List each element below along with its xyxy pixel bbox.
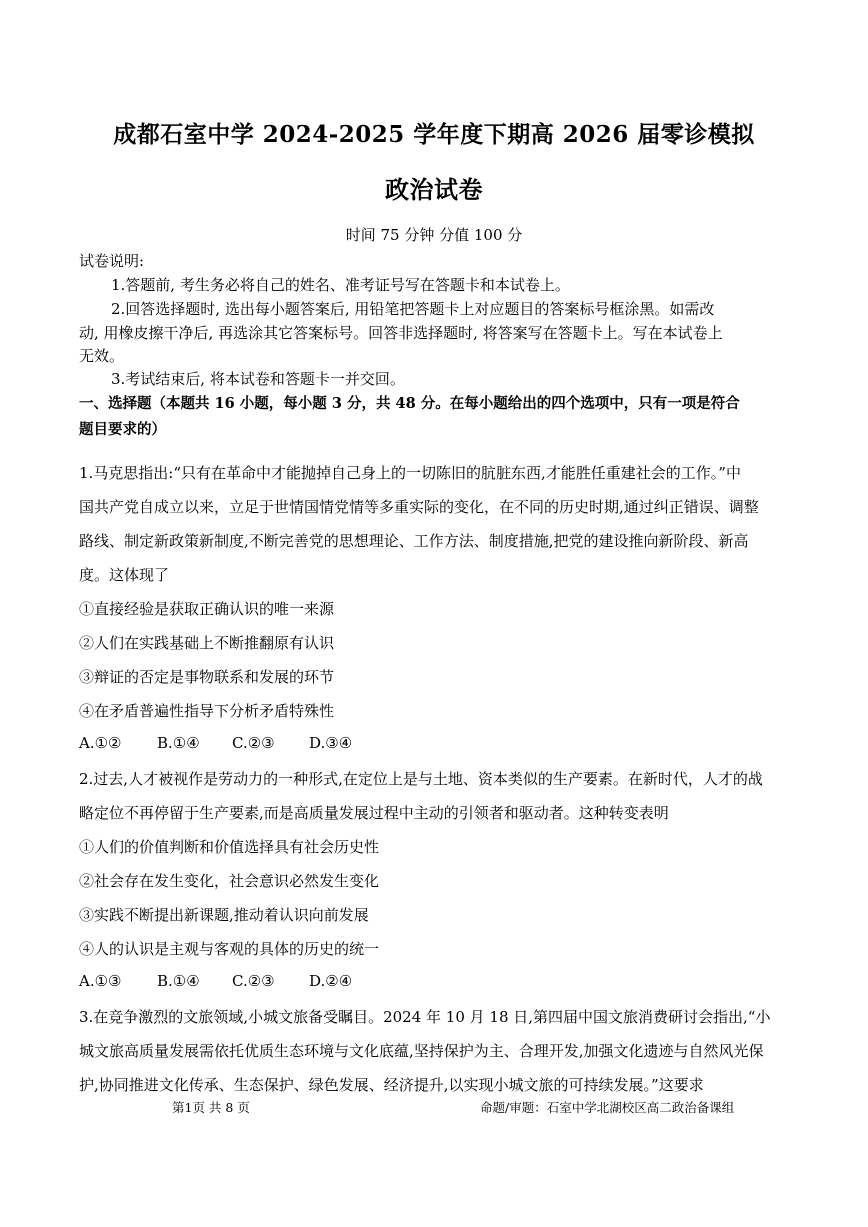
time-info: 时间 75 分钟 分值 100 分 <box>345 226 523 244</box>
question-1-statement: ④在矛盾普遍性指导下分析矛盾特殊性 <box>79 702 335 720</box>
page-number: 第1页 共 8 页 <box>172 1100 250 1115</box>
question-3-text: 护,协同推进文化传承、生态保护、绿色发展、经济提升,以实现小城文旅的可持续发展。”这要求 <box>79 1076 704 1094</box>
question-1-text: 度。这体现了 <box>79 566 170 584</box>
question-1-option-a: A.①② <box>79 734 122 752</box>
instruction-item: 无效。 <box>79 347 125 365</box>
question-2-text: 2.过去,人才被视作是劳动力的一种形式,在定位上是与土地、资本类似的生产要素。在新时代，人才的战 <box>79 770 763 788</box>
instruction-item: 1.答题前, 考生务必将自己的姓名、准考证号写在答题卡和本试卷上。 <box>111 276 570 294</box>
question-1-option-d: D.③④ <box>309 734 353 752</box>
question-1-text: 国共产党自成立以来，立足于世情国情党情等多重实际的变化，在不同的历史时期,通过纠正错误、调整 <box>79 498 759 516</box>
question-2-text: 略定位不再停留于生产要素,而是高质量发展过程中主动的引领者和驱动者。这种转变表明 <box>79 804 669 822</box>
question-2-option-c: C.②③ <box>232 972 275 990</box>
instruction-item: 3.考试结束后, 将本试卷和答题卡一并交回。 <box>111 370 405 388</box>
question-1-statement: ①直接经验是获取正确认识的唯一来源 <box>79 600 335 618</box>
question-2-statement: ③实践不断提出新课题,推动着认识向前发展 <box>79 906 369 924</box>
instructions-heading: 试卷说明: <box>79 252 145 270</box>
question-1-text: 1.马克思指出:“只有在革命中才能抛掉自己身上的一切陈旧的肮脏东西,才能胜任重建社会的工作。”中 <box>79 464 741 482</box>
exam-title: 成都石室中学 2024-2025 学年度下期高 2026 届零诊模拟 <box>113 121 755 148</box>
section-heading: 题目要求的） <box>79 421 166 438</box>
question-2-option-d: D.②④ <box>309 972 353 990</box>
question-1-text: 路线、制定新政策新制度,不断完善党的思想理论、工作方法、制度措施,把党的建设推向新阶段、新高 <box>79 532 749 550</box>
question-2-statement: ②社会存在发生变化，社会意识必然发生变化 <box>79 872 380 890</box>
instruction-item: 动, 用橡皮擦干净后, 再选涂其它答案标号。回答非选择题时, 将答案写在答题卡上。写在本试卷上 <box>79 324 723 342</box>
instruction-item: 2.回答选择题时, 选出每小题答案后, 用铅笔把答题卡上对应题目的答案标号框涂黑。如需改 <box>111 300 715 318</box>
footer-author: 命题/审题：石室中学北湖校区高二政治备课组 <box>480 1100 735 1115</box>
section-heading: 一、选择题（本题共 16 小题，每小题 3 分，共 48 分。在每小题给出的四个选项中，只有一项是符合 <box>79 395 740 412</box>
question-1-statement: ②人们在实践基础上不断推翻原有认识 <box>79 634 335 652</box>
question-1-statement: ③辩证的否定是事物联系和发展的环节 <box>79 668 335 686</box>
exam-subtitle: 政治试卷 <box>385 175 483 204</box>
question-3-text: 城文旅高质量发展需依托优质生态环境与文化底蕴,坚持保护为主、合理开发,加强文化遗迹与自然风光保 <box>79 1042 764 1060</box>
question-2-option-a: A.①③ <box>79 972 122 990</box>
question-1-option-c: C.②③ <box>232 734 275 752</box>
question-2-statement: ④人的认识是主观与客观的具体的历史的统一 <box>79 940 380 958</box>
question-1-option-b: B.①④ <box>157 734 200 752</box>
question-2-statement: ①人们的价值判断和价值选择具有社会历史性 <box>79 838 380 856</box>
question-2-option-b: B.①④ <box>157 972 200 990</box>
question-3-text: 3.在竞争激烈的文旅领域,小城文旅备受瞩目。2024 年 10 月 18 日,第四届中国文旅消费研讨会指出,“小 <box>79 1008 771 1026</box>
